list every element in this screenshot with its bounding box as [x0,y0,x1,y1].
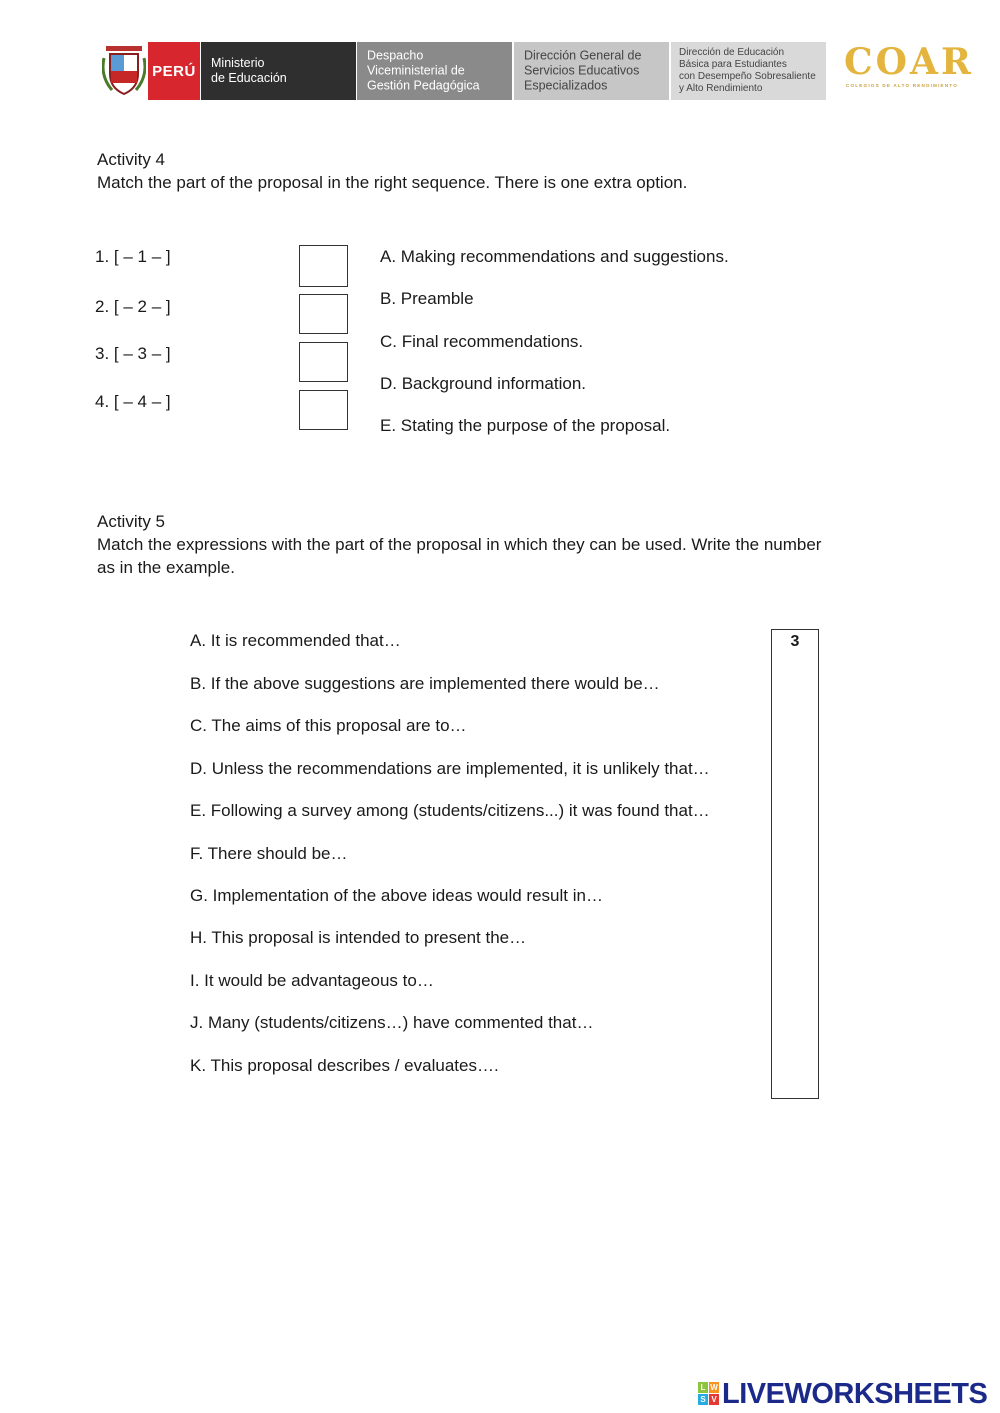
activity4-title: Activity 4 [97,150,166,169]
activity5-instruction-line1: Match the expressions with the part of the proposal in which they can be used. Write the number [97,535,822,554]
activity5-title: Activity 5 [97,512,166,531]
coar-logo [844,41,974,92]
activity4-option-c: C. Final recommendations. [380,332,584,351]
activity4-option-b: B. Preamble [380,289,474,308]
activity4-answer-box-4[interactable] [299,390,348,430]
despacho-line2: Viceministerial de [367,63,465,78]
activity4-slot-3: 3. [ – 3 – ] [95,344,171,363]
activity4-slot-1: 1. [ – 1 – ] [95,247,171,266]
activity5-expression-c: C. The aims of this proposal are to… [190,716,467,735]
peru-coat-of-arms-icon [102,44,146,98]
direccion2-line2: Básica para Estudiantes [679,59,787,70]
activity5-expression-j: J. Many (students/citizens…) have commented that… [190,1013,594,1032]
activity4-option-d: D. Background information. [380,374,586,393]
direccion-line3: Especializados [524,78,608,93]
direccion2-line4: y Alto Rendimiento [679,83,763,94]
despacho-line1: Despacho [367,48,424,63]
activity5-expression-k: K. This proposal describes / evaluates…. [190,1056,499,1075]
direccion2-line3: con Desempeño Sobresaliente [679,71,816,82]
liveworksheets-brand[interactable]: LIVEWORKSHEETS [722,1378,988,1410]
activity5-answer-column[interactable] [771,629,819,1099]
activity5-example-answer: 3 [790,633,800,650]
activity5-expression-h: H. This proposal is intended to present the… [190,928,527,947]
activity4-slot-4: 4. [ – 4 – ] [95,392,171,411]
liveworksheets-icon [698,1382,720,1406]
activity5-instruction-line2: as in the example. [97,558,235,577]
activity4-option-e: E. Stating the purpose of the proposal. [380,416,671,435]
activity4-instruction: Match the part of the proposal in the right sequence. There is one extra option. [97,173,688,192]
despacho-line3: Gestión Pedagógica [367,78,480,93]
activity5-expression-b: B. If the above suggestions are implemented there would be… [190,674,660,693]
direccion-line2: Servicios Educativos [524,63,640,78]
direccion-educacion-block [671,42,826,100]
activity5-expression-a: A. It is recommended that… [190,631,401,650]
ministry-line1: Ministerio [211,56,265,70]
direccion2-line1: Dirección de Educación [679,47,785,58]
ministry-block [201,42,356,100]
activity4-answer-box-3[interactable] [299,342,348,382]
activity5-expression-f: F. There should be… [190,844,348,863]
activity5-expression-d: D. Unless the recommendations are implemented, it is unlikely that… [190,759,710,778]
activity4-answer-box-2[interactable] [299,294,348,334]
icon-tile-s: S [698,1394,708,1405]
activity5-expression-g: G. Implementation of the above ideas would result in… [190,886,603,905]
despacho-block [357,42,512,100]
activity5-expression-e: E. Following a survey among (students/citizens...) it was found that… [190,801,710,820]
coar-subtitle: COLEGIOS DE ALTO RENDIMIENTO [846,83,959,88]
icon-tile-l: L [698,1382,708,1393]
direccion-block [514,42,669,100]
icon-tile-v: V [709,1394,719,1405]
ministry-line2: de Educación [211,71,287,85]
activity5-expression-i: I. It would be advantageous to… [190,971,434,990]
icon-tile-w: W [710,1383,718,1392]
direccion-line1: Dirección General de [524,48,642,63]
peru-label: PERÚ [148,42,200,100]
activity4-option-a: A. Making recommendations and suggestions. [380,247,729,266]
coar-word: COAR [844,41,974,83]
activity4-slot-2: 2. [ – 2 – ] [95,297,171,316]
activity4-answer-box-1[interactable] [299,245,348,287]
